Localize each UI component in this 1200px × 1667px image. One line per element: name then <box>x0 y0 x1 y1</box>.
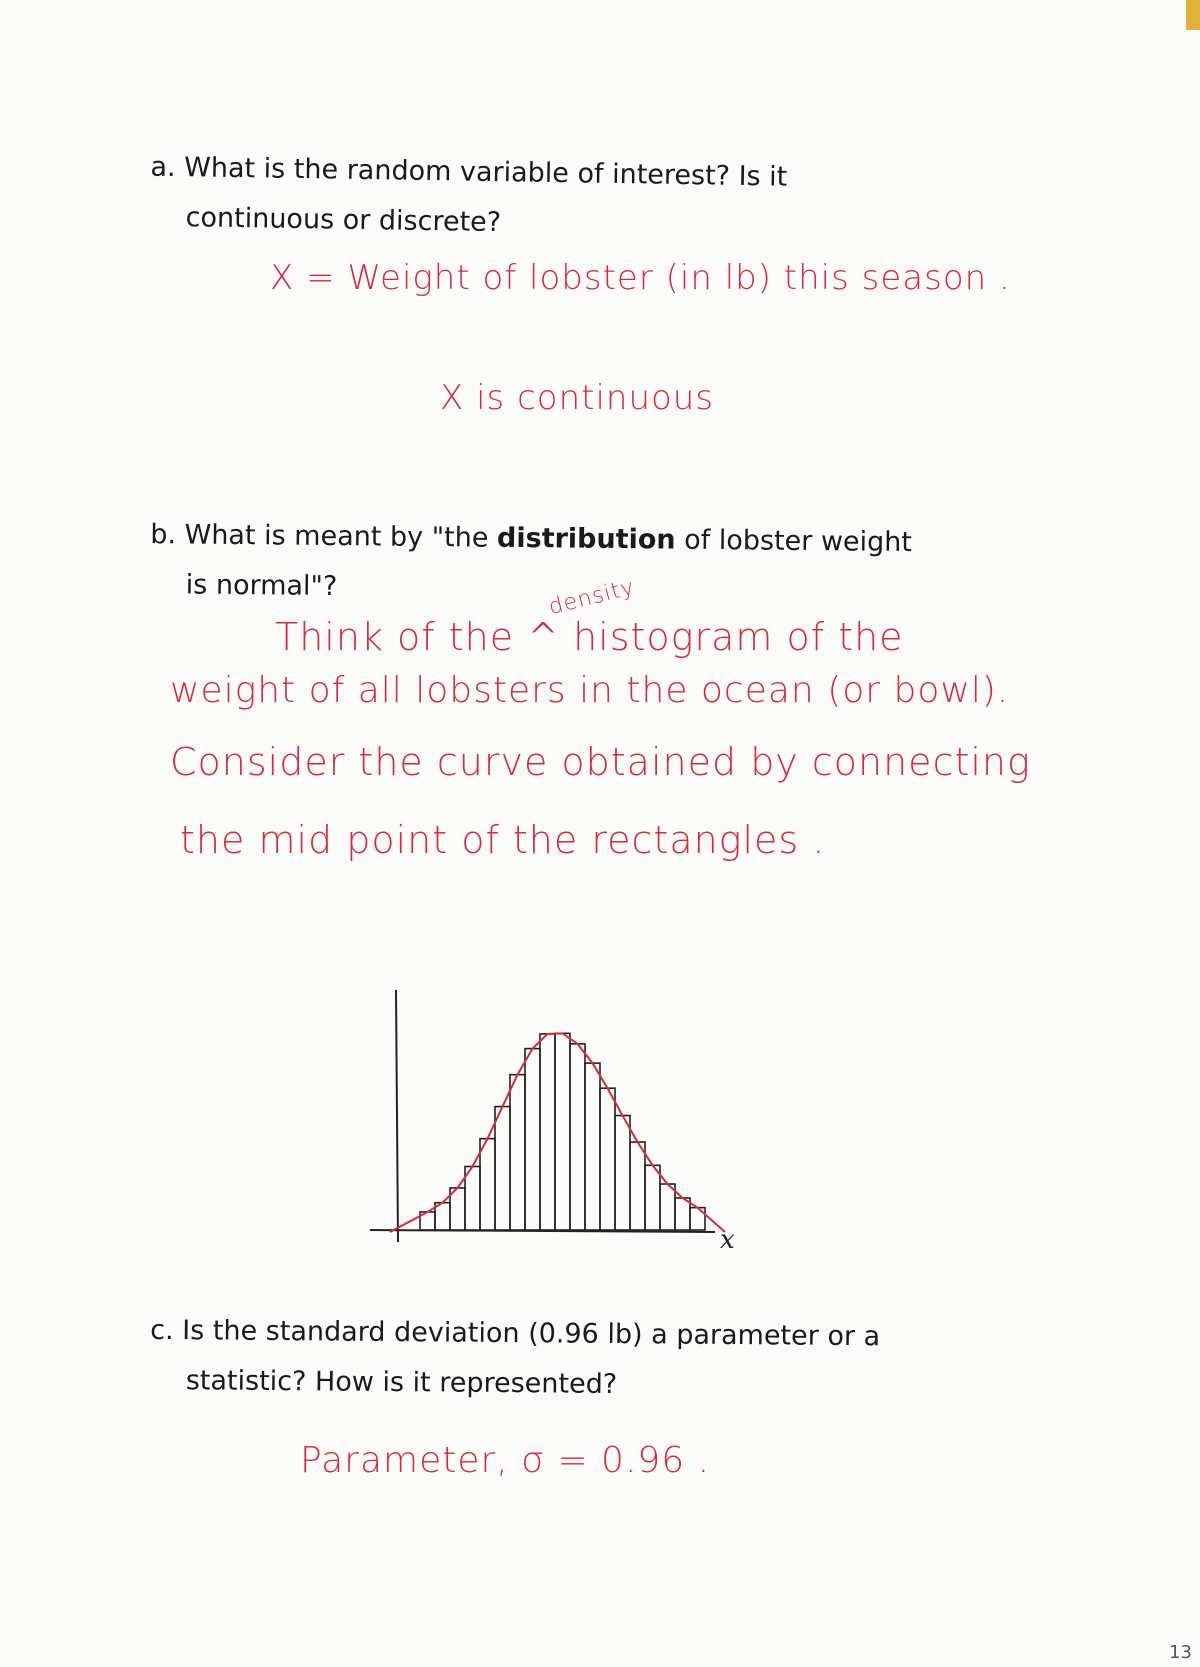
histogram-bar <box>660 1184 675 1230</box>
histogram-bar <box>480 1139 495 1230</box>
histogram-bar <box>510 1075 525 1230</box>
histogram-bar <box>570 1044 585 1230</box>
answer-a-line2: X is continuous <box>440 378 715 418</box>
x-axis-label: x <box>720 1225 735 1255</box>
histogram-bar <box>675 1198 690 1230</box>
answer-a-line1: X = Weight of lobster (in lb) this season . <box>270 258 1011 298</box>
question-b-bold-word: distribution <box>496 522 676 556</box>
question-c <box>150 1306 1091 1414</box>
question-a <box>149 143 1090 258</box>
histogram-bar <box>630 1142 645 1230</box>
question-a-line1: a. What is the random variable of interest? Is it <box>150 151 788 193</box>
question-b-line1-pre: b. What is meant by "the <box>150 519 498 554</box>
question-c-line2: statistic? How is it represented? <box>185 1365 618 1400</box>
histogram-bar <box>645 1165 660 1230</box>
y-axis-line <box>396 990 398 1242</box>
histogram-bar <box>465 1166 480 1230</box>
histogram-bar <box>585 1063 600 1230</box>
histogram-bar <box>495 1107 510 1230</box>
answer-c: Parameter, σ = 0.96 . <box>300 1440 711 1481</box>
answer-b-line4: the mid point of the rectangles . <box>180 818 826 862</box>
page-corner-tab <box>1186 0 1200 30</box>
histogram-bars <box>420 1033 705 1230</box>
histogram-bar <box>555 1033 570 1230</box>
question-a-line2: continuous or discrete? <box>185 202 502 239</box>
sketch-axes <box>370 990 715 1242</box>
answer-b-line2: weight of all lobsters in the ocean (or bowl). <box>170 670 1010 711</box>
question-c-line1: c. Is the standard deviation (0.96 lb) a parameter or a <box>150 1314 881 1353</box>
histogram-sketch <box>360 980 780 1270</box>
question-b-line1-post: of lobster weight <box>675 524 913 559</box>
histogram-bar <box>525 1049 540 1230</box>
question-b <box>150 510 1091 620</box>
page-number: 13 <box>1169 1642 1192 1663</box>
question-b-line2: is normal"? <box>185 569 338 603</box>
answer-b-insert-word: density <box>546 574 638 621</box>
histogram-bar <box>600 1088 615 1230</box>
histogram-bar <box>615 1116 630 1230</box>
answer-b-line3: Consider the curve obtained by connecting <box>170 740 1031 784</box>
histogram-bar <box>540 1034 555 1230</box>
answer-b-line1: Think of the ^ histogram of the <box>275 615 904 659</box>
